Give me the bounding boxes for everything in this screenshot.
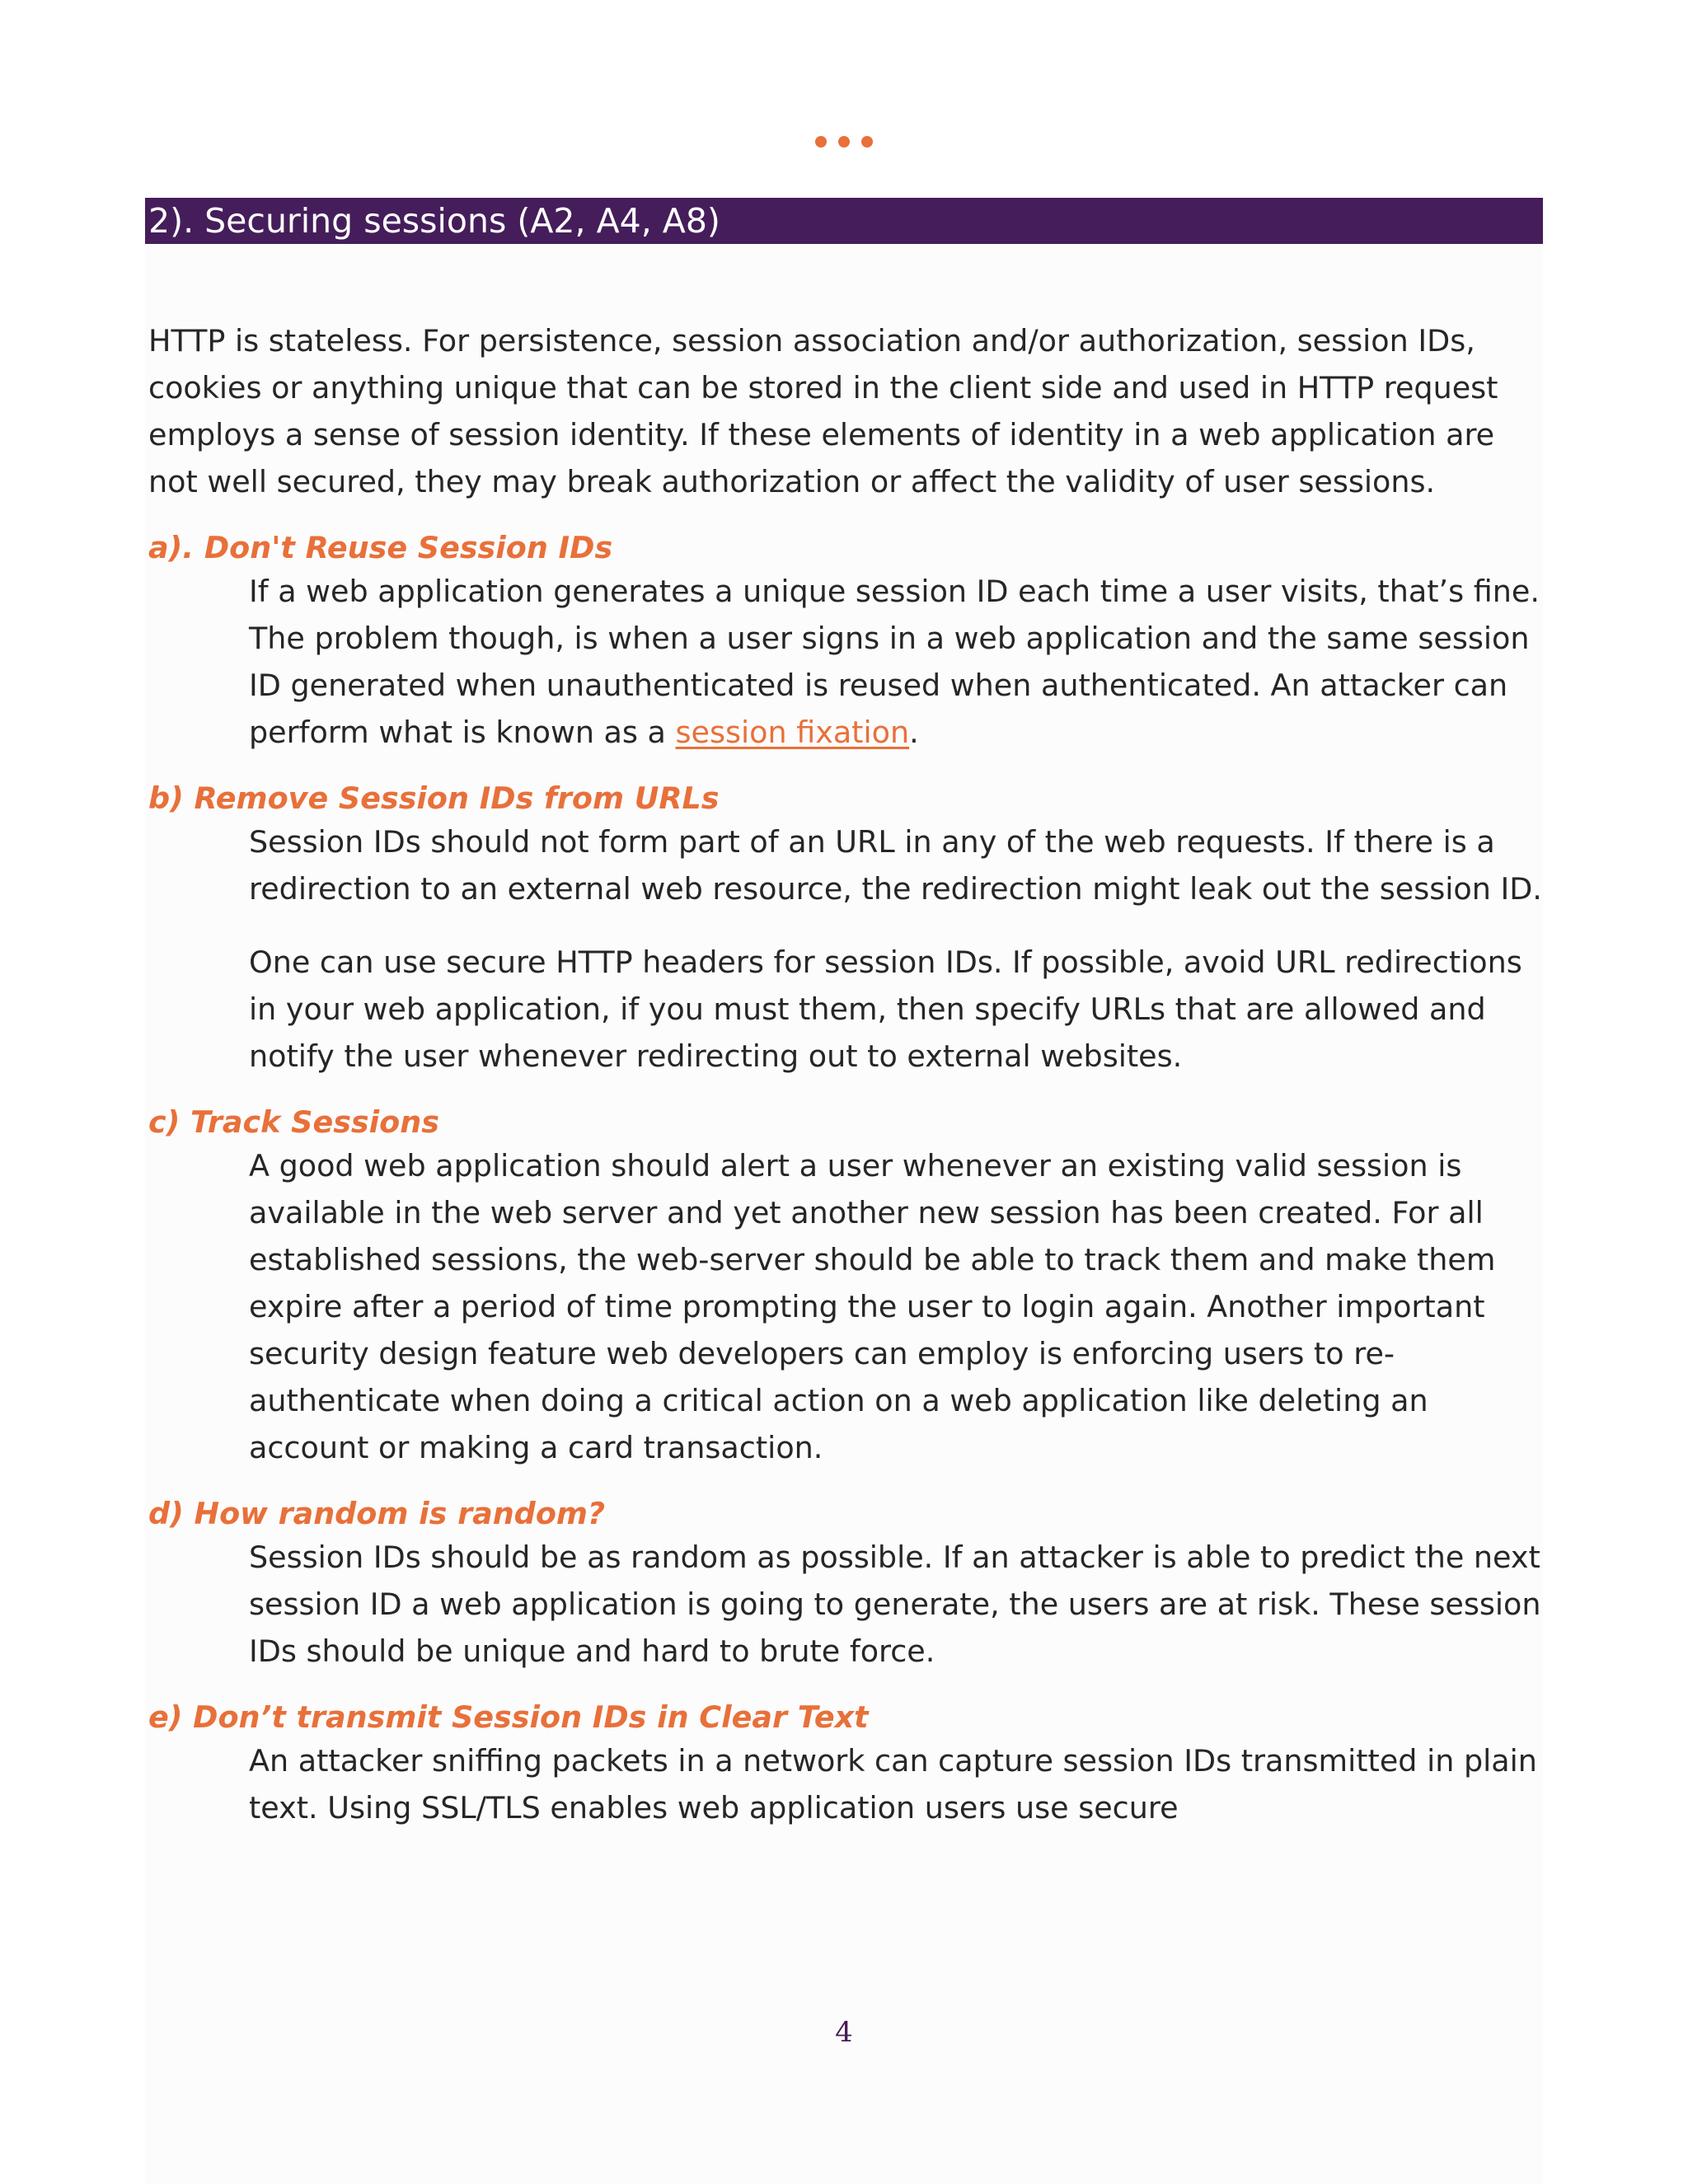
intro-paragraph: HTTP is stateless. For persistence, session association and/or authorization, session IDs, cookies or anything unique that can be stored in the client side and used in HTTP request employs a sense of session identity. If these elements of identity in a web application are not well secured, they may break authorization or affect the validity of user sessions.: [148, 323, 1498, 499]
session-fixation-link[interactable]: session fixation: [675, 715, 910, 750]
subsection-body-e: An attacker sniffing packets in a network can capture session IDs transmitted in plain text. Using SSL/TLS enables web application users use secure: [249, 1743, 1537, 1825]
subsection-title-e: e) Don’t transmit Session IDs in Clear Text: [148, 1699, 869, 1735]
subsection-text-a: If a web application generates a unique session ID each time a user visits, that’s fine. The problem though, is when a user signs in a web application and the same session ID generated when unauthenticated is reused when authenticated. An attacker can perform what is known as a: [249, 574, 1540, 750]
subsection-body-d: Session IDs should be as random as possible. If an attacker is able to predict the next session ID a web application is going to generate, the users are at risk. These session IDs should be unique and hard to brute force.: [249, 1540, 1541, 1669]
dot-icon: [838, 136, 850, 148]
subsection-body-a: [249, 568, 1543, 756]
subsection-body-c: A good web application should alert a user whenever an existing valid session is available in the web server and yet another new session has been created. For all established sessions, the web-server should be able to track them and make them expire after a period of time prompting the user to login again. Another important security design feature web developers can employ is enforcing users to re-authenticate when doing a critical action on a web application like deleting an account or making a card transaction.: [249, 1148, 1496, 1465]
subsection-title-d: d) How random is random?: [148, 1496, 606, 1531]
subsection-body-b-1: Session IDs should not form part of an URL in any of the web requests. If there is a redirection to an external web resource, the redirection might leak out the session ID.: [249, 824, 1542, 907]
section-heading: 2). Securing sessions (A2, A4, A8): [145, 198, 1543, 244]
subsection-body-b-2: One can use secure HTTP headers for session IDs. If possible, avoid URL redirections in your web application, if you must them, then specify URLs that are allowed and notify the user whenever redirecting out to external websites.: [249, 944, 1522, 1074]
dot-icon: [815, 136, 827, 148]
page-number: 4: [835, 2016, 853, 2049]
subsection-title-b: b) Remove Session IDs from URLs: [148, 780, 720, 816]
subsection-text-a-end: .: [909, 715, 919, 750]
dot-icon: [861, 136, 873, 148]
subsection-title-a: a). Don't Reuse Session IDs: [148, 530, 613, 565]
decorative-dots: [0, 136, 1688, 148]
subsection-title-c: c) Track Sessions: [148, 1104, 439, 1140]
document-body: [148, 317, 1550, 1854]
